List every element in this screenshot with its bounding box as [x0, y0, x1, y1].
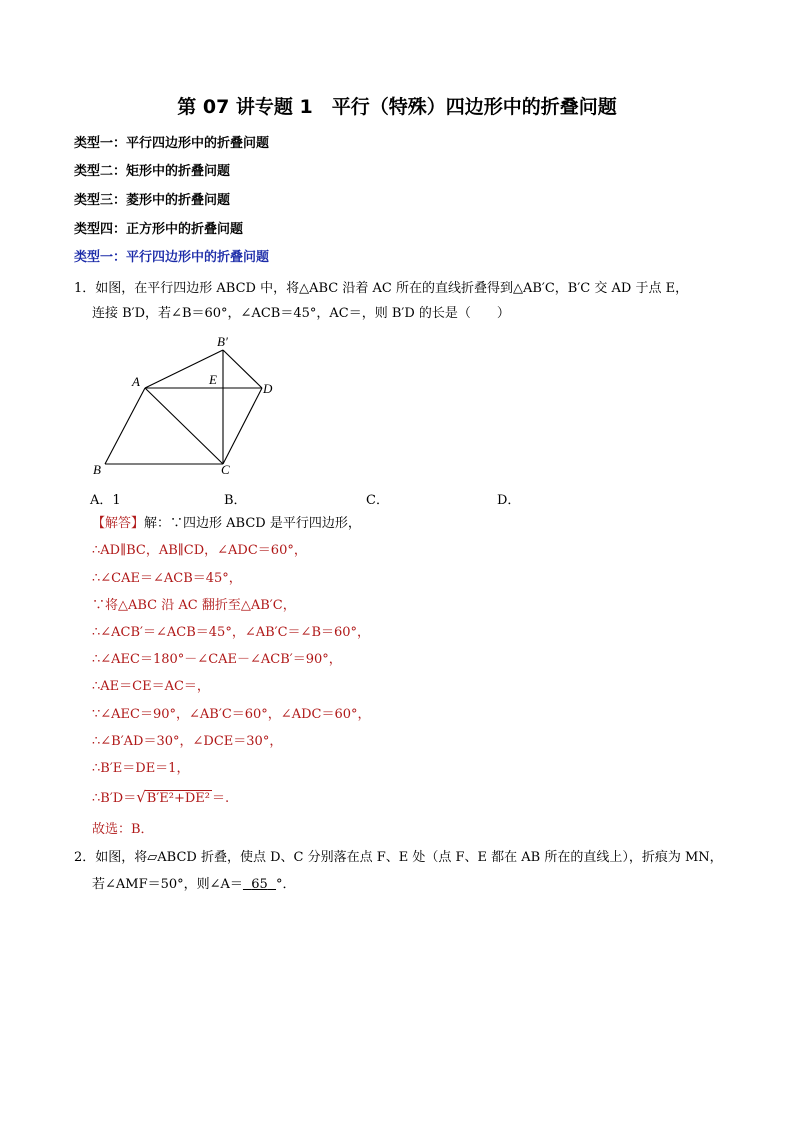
page-title: 第 07 讲专题 1 平行（特殊）四边形中的折叠问题 — [177, 96, 617, 118]
label-a: A — [132, 374, 140, 389]
question-2-suffix: °． — [276, 877, 296, 892]
edge-b-prime-d — [223, 350, 262, 388]
label-d: D — [263, 381, 273, 396]
option-b[interactable]: B． — [224, 493, 247, 508]
category-1: 类型一：平行四边形中的折叠问题 — [74, 136, 270, 151]
category-4: 类型四：正方形中的折叠问题 — [74, 222, 244, 237]
solution-intro: 解：∵四边形 ABCD 是平行四边形， — [144, 516, 361, 531]
radicand: B′E²+DE² — [146, 791, 210, 806]
solution-choice: 故选：B． — [92, 822, 154, 837]
category-2: 类型二：矩形中的折叠问题 — [74, 164, 231, 179]
answer-value: 65 — [251, 877, 268, 892]
section-heading: 类型一：平行四边形中的折叠问题 — [74, 250, 270, 265]
label-b: B — [93, 462, 101, 477]
answer-blank — [243, 877, 276, 892]
question-1-line-1: 1．如图，在平行四边形 ABCD 中，将△ABC 沿着 AC 所在的直线折叠得到△AB′C，B′C 交 AD 于点 E， — [74, 281, 689, 296]
final-prefix: ∴B′D＝ — [92, 791, 137, 806]
solution-step: ∴B′E＝DE＝1， — [92, 761, 190, 776]
solution-step: ∴AE＝CE＝AC＝， — [92, 679, 210, 694]
solution-first-line — [92, 516, 361, 532]
question-1-line-2: 连接 B′D，若∠B＝60°，∠ACB＝45°，AC＝，则 B′D 的长是（ ） — [92, 306, 510, 321]
question-2-line-1: 2．如图，将▱ABCD 折叠，使点 D、C 分别落在点 F、E 处（点 F、E 都在 AB 所在的直线上），折痕为 MN， — [74, 850, 723, 865]
parallelogram-figure — [88, 332, 288, 482]
final-suffix: ＝. — [212, 791, 230, 806]
option-d[interactable]: D． — [497, 493, 521, 508]
edge-ab — [105, 388, 145, 464]
solution-step: ∴AD∥BC，AB∥CD，∠ADC＝60°， — [92, 543, 307, 558]
solution-step: ∴∠ACB′＝∠ACB＝45°，∠AB′C＝∠B＝60°， — [92, 625, 371, 640]
solution-step: ∴∠B′AD＝30°，∠DCE＝30°， — [92, 734, 283, 749]
edge-ac — [145, 388, 223, 464]
label-e: E — [209, 372, 217, 387]
solution-step: ∴∠AEC＝180°－∠CAE－∠ACB′＝90°， — [92, 652, 342, 667]
option-c[interactable]: C． — [366, 493, 389, 508]
solution-step: ∴∠CAE＝∠ACB＝45°， — [92, 571, 242, 586]
option-a[interactable]: A．1 — [90, 493, 121, 508]
sqrt-icon: √ — [136, 788, 146, 806]
label-c: C — [221, 462, 230, 477]
solution-step: ∵将△ABC 沿 AC 翻折至△AB′C， — [92, 598, 296, 613]
solution-step: ∵∠AEC＝90°，∠AB′C＝60°，∠ADC＝60°， — [92, 707, 371, 722]
solution-tag: 【解答】 — [92, 516, 145, 531]
category-3: 类型三：菱形中的折叠问题 — [74, 193, 231, 208]
label-b-prime: B′ — [217, 334, 228, 349]
solution-final-line — [92, 789, 229, 807]
question-2-prefix: 若∠AMF＝50°，则∠A＝ — [92, 877, 243, 892]
edge-cd — [223, 388, 262, 464]
question-2-line-2 — [92, 877, 296, 893]
